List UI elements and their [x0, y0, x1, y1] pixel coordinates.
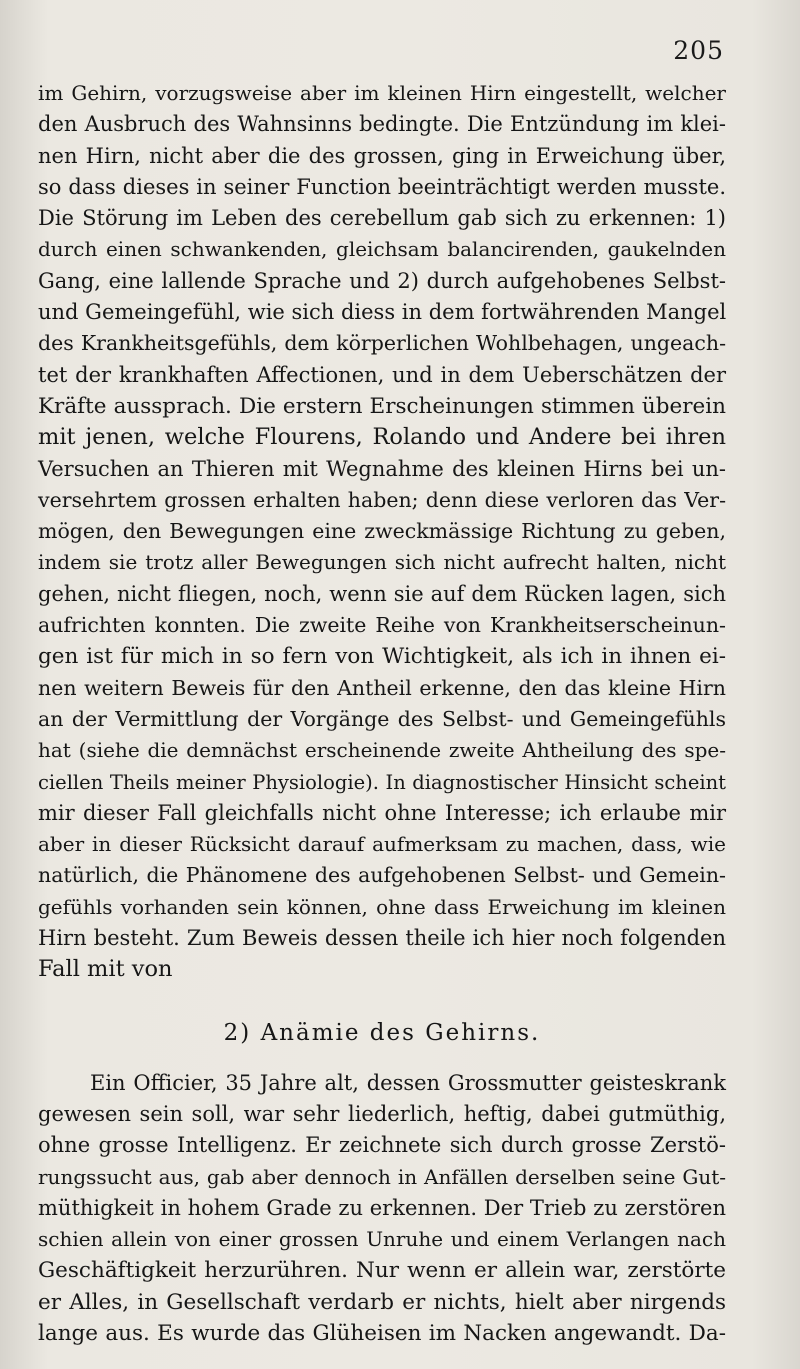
text-line: mögen, den Bewegungen eine zweckmässige Richtung zu geben, — [38, 519, 726, 544]
text-line: durch einen schwankenden, gleichsam balancirenden, gaukelnden — [38, 237, 726, 262]
text-line: gehen, nicht fliegen, noch, wenn sie auf dem Rücken lagen, sich — [38, 581, 726, 606]
text-line: gefühls vorhanden sein können, ohne dass Erweichung im kleinen — [38, 894, 726, 919]
text-line: müthigkeit in hohem Grade zu erkennen. Der Trieb zu zerstören — [38, 1195, 726, 1220]
text-line: an der Vermittlung der Vorgänge des Selbst- und Gemeingefühls — [38, 706, 726, 731]
text-line: natürlich, die Phänomene des aufgehobenen Selbst- und Gemein- — [38, 863, 726, 888]
text-line: tet der krankhaften Affectionen, und in dem Ueberschätzen der — [38, 362, 726, 387]
text-line: versehrtem grossen erhalten haben; denn diese verloren das Ver- — [38, 487, 726, 512]
text-line: des Krankheitsgefühls, dem körperlichen Wohlbehagen, ungeach- — [38, 331, 726, 356]
text-line: schien allein von einer grossen Unruhe und einem Verlangen nach — [38, 1227, 726, 1252]
text-line: aufrichten konnten. Die zweite Reihe von Krankheitserscheinun- — [38, 613, 726, 638]
section-heading — [38, 986, 726, 1068]
text-line: Kräfte aussprach. Die erstern Erscheinungen stimmen überein — [38, 393, 726, 419]
text-line: hat (siehe die demnächst erscheinende zweite Ahtheilung des spe- — [38, 738, 726, 763]
text-line: Versuchen an Thieren mit Wegnahme des kleinen Hirns bei un- — [38, 456, 726, 481]
text-line: Fall mit von — [38, 956, 173, 983]
text-line: gewesen sein soll, war sehr liederlich, heftig, dabei gutmüthig, — [38, 1101, 726, 1126]
text-line: indem sie trotz aller Bewegungen sich nicht aufrecht halten, nicht — [38, 550, 726, 575]
text-line: mir dieser Fall gleichfalls nicht ohne Interesse; ich erlaube mir — [38, 800, 726, 825]
text-line: Die Störung im Leben des cerebellum gab sich zu erkennen: 1) — [38, 206, 726, 231]
text-block — [38, 78, 726, 1349]
text-line: er Alles, in Gesellschaft verdarb er nichts, hielt aber nirgends — [38, 1289, 726, 1315]
text-line: nen weitern Beweis für den Antheil erkenne, den das kleine Hirn — [38, 675, 726, 700]
text-line: aber in dieser Rücksicht darauf aufmerksam zu machen, dass, wie — [38, 832, 726, 857]
text-line: rungssucht aus, gab aber dennoch in Anfällen derselben seine Gut- — [38, 1164, 726, 1189]
text-line: Ein Officier, 35 Jahre alt, dessen Grossmutter geisteskrank — [90, 1070, 726, 1095]
text-line: den Ausbruch des Wahnsinns bedingte. Die Entzündung im klei- — [38, 112, 726, 137]
text-line: nen Hirn, nicht aber die des grossen, ging in Erweichung über, — [38, 143, 726, 168]
section-heading-text: 2) Anämie des Gehirns. — [223, 1019, 541, 1046]
text-line: ohne grosse Intelligenz. Er zeichnete sich durch grosse Zerstö- — [38, 1133, 726, 1158]
text-line: lange aus. Es wurde das Glüheisen im Nacken angewandt. Da- — [38, 1320, 726, 1346]
text-line: Geschäftigkeit herzurühren. Nur wenn er allein war, zerstörte — [38, 1258, 726, 1284]
paragraph-2 — [38, 1068, 726, 1350]
text-line: und Gemeingefühl, wie sich diess in dem fortwährenden Mangel — [38, 300, 727, 325]
text-line: Gang, eine lallende Sprache und 2) durch aufgehobenes Selbst- — [38, 268, 726, 293]
text-line: mit jenen, welche Flourens, Rolando und Andere bei ihren — [38, 424, 726, 451]
text-line: gen ist für mich in so fern von Wichtigkeit, als ich in ihnen ei- — [38, 644, 726, 670]
text-line: ciellen Theils meiner Physiologie). In diagnostischer Hinsicht scheint — [38, 770, 726, 794]
text-line: im Gehirn, vorzugsweise aber im kleinen Hirn eingestellt, welcher — [38, 81, 726, 105]
paragraph-1 — [38, 78, 726, 986]
text-line: Hirn besteht. Zum Beweis dessen theile ich hier noch folgenden — [38, 926, 726, 951]
text-line: so dass dieses in seiner Function beeinträchtigt werden musste. — [38, 174, 726, 199]
page-number: 205 — [673, 36, 724, 65]
